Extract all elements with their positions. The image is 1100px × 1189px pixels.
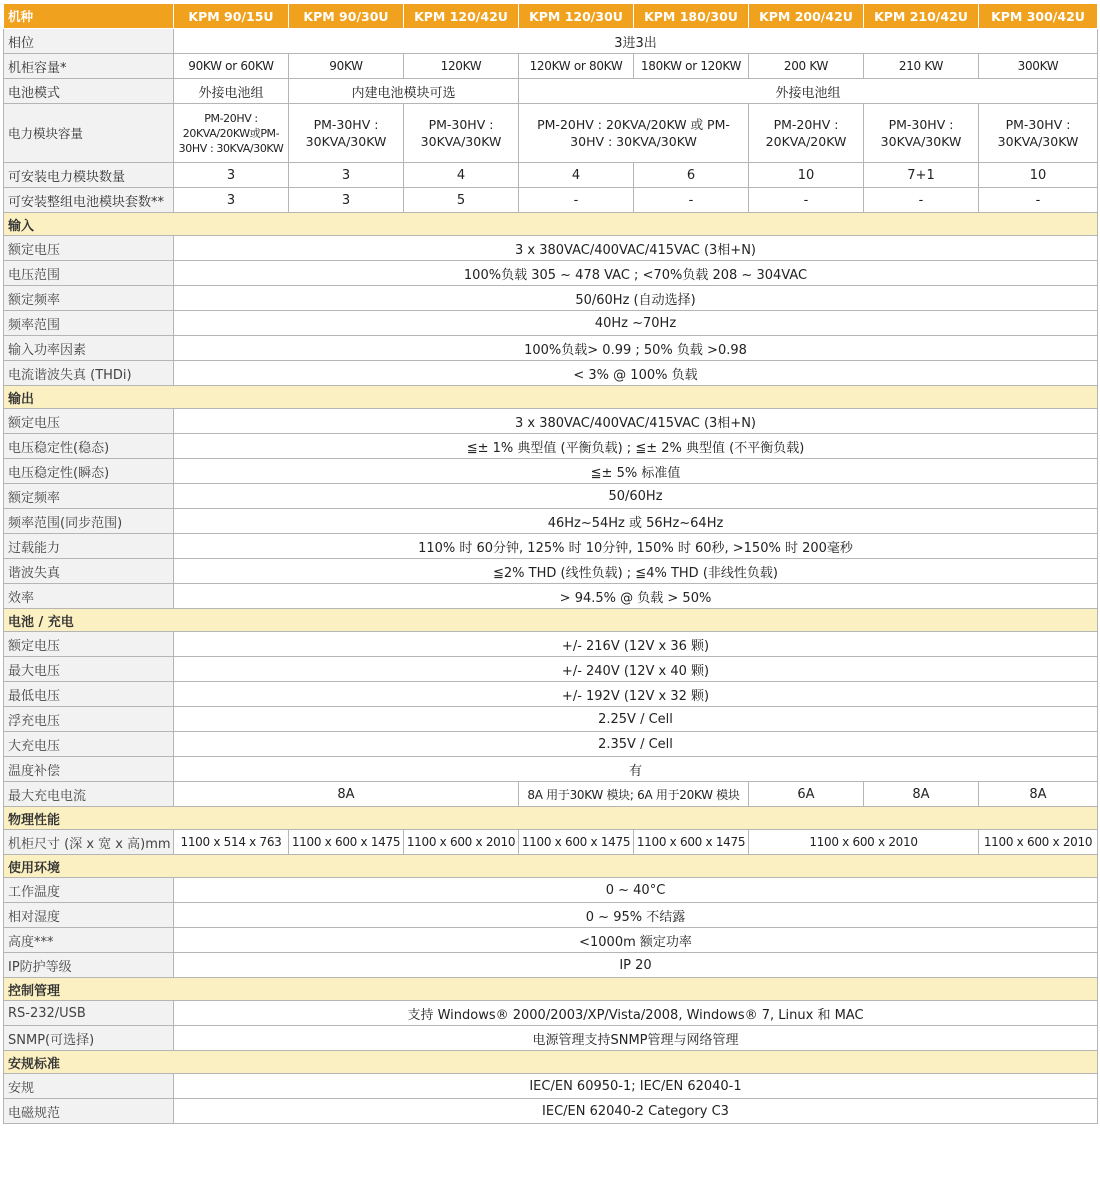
cell: 7+1 <box>864 163 979 188</box>
model-header: KPM 90/15U <box>174 4 289 29</box>
spec-table <box>3 3 1098 1124</box>
table-row <box>4 286 1098 311</box>
cell: 3 <box>289 188 404 213</box>
cell: 6A <box>749 782 864 807</box>
row-label: 频率范围 <box>4 311 174 336</box>
header-label: 机种 <box>4 4 174 29</box>
table-row <box>4 434 1098 459</box>
model-header: KPM 180/30U <box>634 4 749 29</box>
table-row <box>4 409 1098 434</box>
cell: 90KW <box>289 54 404 79</box>
row-label: 大充电压 <box>4 732 174 757</box>
cell: 4 <box>404 163 519 188</box>
cell: 1100 x 600 x 1475 <box>519 830 634 855</box>
cell: 8A 用于30KW 模块; 6A 用于20KW 模块 <box>519 782 749 807</box>
row-label: 电磁规范 <box>4 1099 174 1124</box>
table-row <box>4 1099 1098 1124</box>
section-title: 输出 <box>4 386 1098 409</box>
row-value: IP 20 <box>174 953 1098 978</box>
row-value: ≦± 1% 典型值 (平衡负载) ; ≦± 2% 典型值 (不平衡负载) <box>174 434 1098 459</box>
table-row <box>4 1026 1098 1051</box>
cell: PM-30HV : 30KVA/30KW <box>979 104 1098 163</box>
cell: 300KW <box>979 54 1098 79</box>
table-row <box>4 236 1098 261</box>
table-row <box>4 509 1098 534</box>
cell: 3 <box>174 188 289 213</box>
cell: 3 <box>174 163 289 188</box>
row-value: 100%负载 305 ~ 478 VAC ; <70%负载 208 ~ 304VAC <box>174 261 1098 286</box>
header-row <box>4 4 1098 29</box>
row-label: 最大充电电流 <box>4 782 174 807</box>
table-row <box>4 484 1098 509</box>
cell: 1100 x 514 x 763 <box>174 830 289 855</box>
cell: PM-20HV : 20KVA/20KW或PM-30HV : 30KVA/30KW <box>174 104 289 163</box>
model-header: KPM 120/30U <box>519 4 634 29</box>
model-header: KPM 200/42U <box>749 4 864 29</box>
row-value: 2.35V / Cell <box>174 732 1098 757</box>
cell: 120KW <box>404 54 519 79</box>
cell: 8A <box>864 782 979 807</box>
row-value: 50/60Hz (自动选择) <box>174 286 1098 311</box>
row-value: > 94.5% @ 负载 > 50% <box>174 584 1098 609</box>
model-header: KPM 300/42U <box>979 4 1098 29</box>
section-header-output <box>4 386 1098 409</box>
table-row <box>4 953 1098 978</box>
row-label: 额定电压 <box>4 632 174 657</box>
cell: 5 <box>404 188 519 213</box>
cell: PM-30HV : 30KVA/30KW <box>864 104 979 163</box>
table-row <box>4 878 1098 903</box>
section-header-safety <box>4 1051 1098 1074</box>
row-label: 浮充电压 <box>4 707 174 732</box>
row-label: SNMP(可选择) <box>4 1026 174 1051</box>
row-label: 电压范围 <box>4 261 174 286</box>
cell: PM-20HV : 20KVA/20KW <box>749 104 864 163</box>
row-label: 相对湿度 <box>4 903 174 928</box>
cell: PM-20HV : 20KVA/20KW 或 PM-30HV : 30KVA/30KW <box>519 104 749 163</box>
row-label: 过载能力 <box>4 534 174 559</box>
row-label: 工作温度 <box>4 878 174 903</box>
row-label: RS-232/USB <box>4 1001 174 1026</box>
cell: PM-30HV : 30KVA/30KW <box>404 104 519 163</box>
table-row <box>4 757 1098 782</box>
row-label: 安规 <box>4 1074 174 1099</box>
cell: 内建电池模块可选 <box>289 79 519 104</box>
cell: 4 <box>519 163 634 188</box>
cell: 120KW or 80KW <box>519 54 634 79</box>
cell: - <box>979 188 1098 213</box>
row-value: 110% 时 60分钟, 125% 时 10分钟, 150% 时 60秒, >150% 时 200毫秒 <box>174 534 1098 559</box>
row-label: IP防护等级 <box>4 953 174 978</box>
row-value: +/- 240V (12V x 40 颗) <box>174 657 1098 682</box>
row-label: 频率范围(同步范围) <box>4 509 174 534</box>
cell: 8A <box>979 782 1098 807</box>
row-label: 高度*** <box>4 928 174 953</box>
cell: 3 <box>289 163 404 188</box>
table-row <box>4 361 1098 386</box>
row-label: 机柜容量* <box>4 54 174 79</box>
row-label: 机柜尺寸 (深 x 宽 x 高)mm <box>4 830 174 855</box>
row-value: IEC/EN 60950-1; IEC/EN 62040-1 <box>174 1074 1098 1099</box>
cell: 10 <box>749 163 864 188</box>
cell: 180KW or 120KW <box>634 54 749 79</box>
cell: 210 KW <box>864 54 979 79</box>
row-value: <1000m 额定功率 <box>174 928 1098 953</box>
row-value: 有 <box>174 757 1098 782</box>
table-row <box>4 1074 1098 1099</box>
table-row <box>4 732 1098 757</box>
table-row <box>4 104 1098 163</box>
table-row <box>4 584 1098 609</box>
cell: 1100 x 600 x 2010 <box>749 830 979 855</box>
cell: 1100 x 600 x 1475 <box>634 830 749 855</box>
section-header-control <box>4 978 1098 1001</box>
row-value: 100%负载> 0.99 ; 50% 负载 >0.98 <box>174 336 1098 361</box>
row-label: 额定频率 <box>4 286 174 311</box>
cell: 1100 x 600 x 2010 <box>979 830 1098 855</box>
table-row <box>4 682 1098 707</box>
cell: - <box>519 188 634 213</box>
table-row <box>4 54 1098 79</box>
table-row <box>4 903 1098 928</box>
row-label: 电压稳定性(稳态) <box>4 434 174 459</box>
table-row <box>4 261 1098 286</box>
row-value: +/- 192V (12V x 32 颗) <box>174 682 1098 707</box>
table-row <box>4 782 1098 807</box>
section-header-input <box>4 213 1098 236</box>
section-header-physical <box>4 807 1098 830</box>
row-label: 可安装电力模块数量 <box>4 163 174 188</box>
row-label: 额定频率 <box>4 484 174 509</box>
cell: 外接电池组 <box>519 79 1098 104</box>
model-header: KPM 120/42U <box>404 4 519 29</box>
row-value: 0 ~ 40°C <box>174 878 1098 903</box>
cell: - <box>749 188 864 213</box>
section-header-environment <box>4 855 1098 878</box>
row-value: 50/60Hz <box>174 484 1098 509</box>
row-value: 电源管理支持SNMP管理与网络管理 <box>174 1026 1098 1051</box>
table-row <box>4 163 1098 188</box>
section-title: 物理性能 <box>4 807 1098 830</box>
row-value: ≦± 5% 标准值 <box>174 459 1098 484</box>
row-label: 电流谐波失真 (THDi) <box>4 361 174 386</box>
cell: 1100 x 600 x 2010 <box>404 830 519 855</box>
row-value: IEC/EN 62040-2 Category C3 <box>174 1099 1098 1124</box>
row-label: 电池模式 <box>4 79 174 104</box>
cell: 外接电池组 <box>174 79 289 104</box>
row-label: 可安装整组电池模块套数** <box>4 188 174 213</box>
model-header: KPM 90/30U <box>289 4 404 29</box>
table-row <box>4 534 1098 559</box>
row-value: 3 x 380VAC/400VAC/415VAC (3相+N) <box>174 409 1098 434</box>
table-row <box>4 707 1098 732</box>
row-label: 电压稳定性(瞬态) <box>4 459 174 484</box>
row-value: 46Hz~54Hz 或 56Hz~64Hz <box>174 509 1098 534</box>
table-row <box>4 311 1098 336</box>
row-label: 效率 <box>4 584 174 609</box>
table-row <box>4 1001 1098 1026</box>
row-label: 谐波失真 <box>4 559 174 584</box>
section-title: 输入 <box>4 213 1098 236</box>
cell: 90KW or 60KW <box>174 54 289 79</box>
cell: - <box>864 188 979 213</box>
row-label: 额定电压 <box>4 409 174 434</box>
cell: 1100 x 600 x 1475 <box>289 830 404 855</box>
cell: 6 <box>634 163 749 188</box>
cell: 10 <box>979 163 1098 188</box>
row-label: 最低电压 <box>4 682 174 707</box>
row-value: +/- 216V (12V x 36 颗) <box>174 632 1098 657</box>
row-label: 电力模块容量 <box>4 104 174 163</box>
table-row <box>4 559 1098 584</box>
cell: - <box>634 188 749 213</box>
section-title: 电池 / 充电 <box>4 609 1098 632</box>
row-value: 40Hz ~70Hz <box>174 311 1098 336</box>
table-row <box>4 188 1098 213</box>
cell: PM-30HV : 30KVA/30KW <box>289 104 404 163</box>
table-row <box>4 928 1098 953</box>
row-label: 最大电压 <box>4 657 174 682</box>
table-row <box>4 657 1098 682</box>
table-row <box>4 79 1098 104</box>
section-title: 控制管理 <box>4 978 1098 1001</box>
table-row <box>4 632 1098 657</box>
row-value: 3 x 380VAC/400VAC/415VAC (3相+N) <box>174 236 1098 261</box>
cell: 200 KW <box>749 54 864 79</box>
section-title: 安规标准 <box>4 1051 1098 1074</box>
row-label: 温度补偿 <box>4 757 174 782</box>
row-value: 0 ~ 95% 不结露 <box>174 903 1098 928</box>
section-header-battery <box>4 609 1098 632</box>
table-row <box>4 29 1098 54</box>
row-label: 额定电压 <box>4 236 174 261</box>
table-row <box>4 830 1098 855</box>
cell: 8A <box>174 782 519 807</box>
row-value: < 3% @ 100% 负载 <box>174 361 1098 386</box>
row-value: ≦2% THD (线性负载) ; ≦4% THD (非线性负载) <box>174 559 1098 584</box>
table-row <box>4 336 1098 361</box>
row-value: 支持 Windows® 2000/2003/XP/Vista/2008, Windows® 7, Linux 和 MAC <box>174 1001 1098 1026</box>
row-label: 相位 <box>4 29 174 54</box>
row-value: 3进3出 <box>174 29 1098 54</box>
row-label: 输入功率因素 <box>4 336 174 361</box>
table-row <box>4 459 1098 484</box>
section-title: 使用环境 <box>4 855 1098 878</box>
model-header: KPM 210/42U <box>864 4 979 29</box>
row-value: 2.25V / Cell <box>174 707 1098 732</box>
